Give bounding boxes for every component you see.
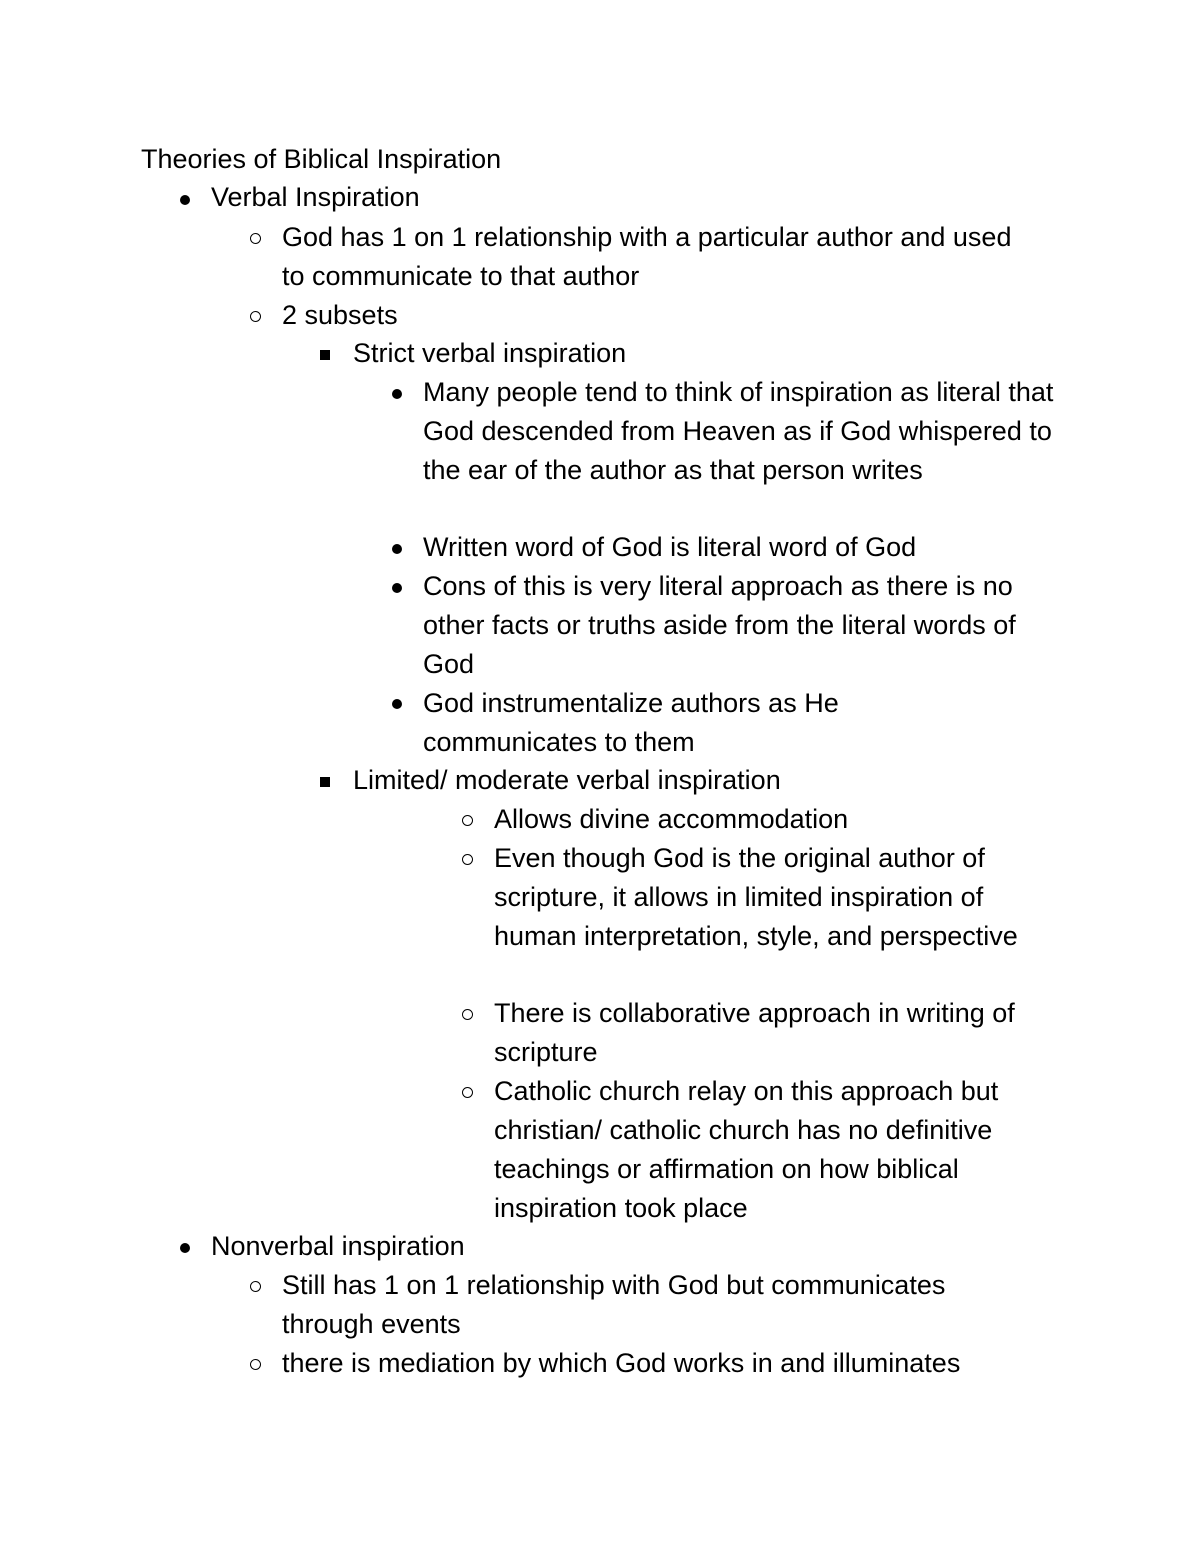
list-item-limited-verbal: Limited/ moderate verbal inspiration — [353, 765, 781, 795]
list-item-nonverbal-mediation: there is mediation by which God works in and illuminates — [282, 1348, 961, 1378]
disc-bullet-icon — [392, 583, 402, 593]
list-item-strict-many-people: Many people tend to think of inspiration as literal that God descended from Heaven as if God whispered to the ear of the author as that person writes — [423, 377, 1054, 485]
list-item-limited-collaborative: There is collaborative approach in writing of scripture — [494, 998, 1015, 1067]
list-item-verbal-inspiration: Verbal Inspiration — [211, 182, 420, 212]
disc-bullet-icon — [180, 195, 190, 205]
circle-bullet-icon — [250, 1281, 261, 1292]
circle-bullet-icon — [462, 1087, 473, 1098]
list-item-limited-accommodation: Allows divine accommodation — [494, 804, 849, 834]
list-item-limited-catholic: Catholic church relay on this approach but christian/ catholic church has no definitive teachings or affirmation on how biblical inspiration took place — [494, 1076, 999, 1223]
disc-bullet-icon — [180, 1243, 190, 1253]
document-title: Theories of Biblical Inspiration — [141, 144, 502, 174]
disc-bullet-icon — [392, 699, 402, 709]
list-item-nonverbal-inspiration: Nonverbal inspiration — [211, 1231, 465, 1261]
square-bullet-icon — [320, 777, 330, 787]
disc-bullet-icon — [392, 544, 402, 554]
list-item-strict-cons: Cons of this is very literal approach as there is no other facts or truths aside from the literal words of God — [423, 571, 1016, 679]
list-item-verbal-relationship: God has 1 on 1 relationship with a particular author and used to communicate to that author — [282, 222, 1012, 291]
circle-bullet-icon — [250, 311, 261, 322]
list-item-strict-instrumentalize: God instrumentalize authors as He communicates to them — [423, 688, 839, 757]
list-item-nonverbal-relationship: Still has 1 on 1 relationship with God but communicates through events — [282, 1270, 946, 1339]
circle-bullet-icon — [462, 815, 473, 826]
circle-bullet-icon — [462, 854, 473, 865]
list-item-limited-even-though: Even though God is the original author of scripture, it allows in limited inspiration of human interpretation, style, and perspective — [494, 843, 1018, 951]
circle-bullet-icon — [250, 233, 261, 244]
square-bullet-icon — [320, 350, 330, 360]
list-item-two-subsets: 2 subsets — [282, 300, 398, 330]
circle-bullet-icon — [250, 1359, 261, 1370]
list-item-strict-written-word: Written word of God is literal word of God — [423, 532, 917, 562]
circle-bullet-icon — [462, 1009, 473, 1020]
list-item-strict-verbal: Strict verbal inspiration — [353, 338, 627, 368]
disc-bullet-icon — [392, 389, 402, 399]
